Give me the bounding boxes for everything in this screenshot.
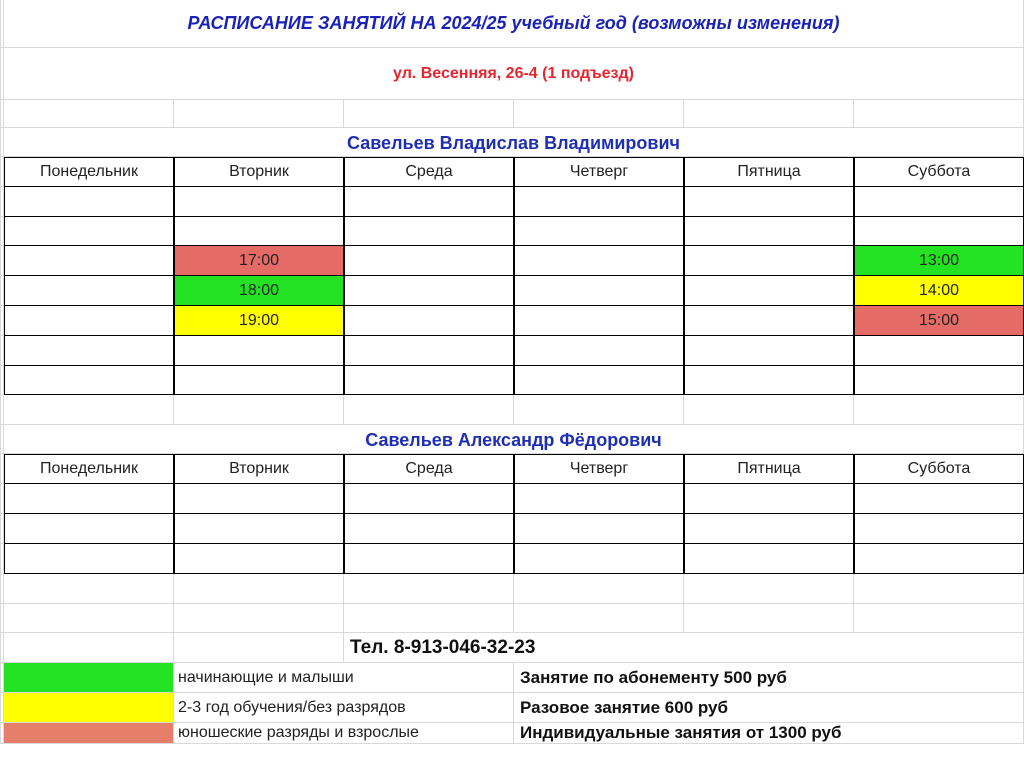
teacher2-header-tue: Вторник	[174, 454, 344, 484]
teacher2-header-wed: Среда	[344, 454, 514, 484]
teacher1-header-fri: Пятница	[684, 157, 854, 187]
empty-cell	[514, 604, 684, 633]
empty-cell	[684, 100, 854, 128]
teacher2-cell-mon	[4, 484, 174, 514]
teacher2-cell-thu	[514, 484, 684, 514]
teacher1-header-tue: Вторник	[174, 157, 344, 187]
empty-cell	[854, 574, 1024, 604]
empty-cell	[174, 633, 344, 663]
teacher2-cell-thu	[514, 514, 684, 544]
address-line: ул. Весенняя, 26-4 (1 подъезд)	[4, 48, 1024, 100]
teacher1-cell-tue	[174, 336, 344, 366]
teacher2-cell-wed	[344, 514, 514, 544]
teacher1-cell-mon	[4, 336, 174, 366]
teacher1-name: Савельев Владислав Владимирович	[4, 128, 1024, 157]
legend-swatch-yellow	[4, 693, 174, 723]
teacher1-slot-sat-1300: 13:00	[854, 246, 1024, 276]
teacher2-cell-tue	[174, 544, 344, 574]
teacher1-cell-tue	[174, 366, 344, 395]
teacher1-cell-fri	[684, 187, 854, 217]
empty-cell	[174, 100, 344, 128]
teacher2-header-thu: Четверг	[514, 454, 684, 484]
teacher1-cell-sat	[854, 217, 1024, 246]
phone-number: Тел. 8-913-046-32-23	[344, 633, 1024, 663]
teacher1-cell-wed	[344, 217, 514, 246]
teacher1-cell-fri	[684, 366, 854, 395]
teacher1-cell-mon	[4, 306, 174, 336]
empty-cell	[174, 604, 344, 633]
teacher1-header-mon: Понедельник	[4, 157, 174, 187]
teacher1-cell-wed	[344, 366, 514, 395]
empty-cell	[4, 604, 174, 633]
teacher2-cell-fri	[684, 544, 854, 574]
empty-cell	[174, 395, 344, 425]
teacher1-slot-sat-1400: 14:00	[854, 276, 1024, 306]
teacher1-cell-thu	[514, 276, 684, 306]
teacher1-cell-tue	[174, 187, 344, 217]
teacher1-cell-mon	[4, 217, 174, 246]
schedule-title: РАСПИСАНИЕ ЗАНЯТИЙ НА 2024/25 учебный год (возможны изменения)	[4, 0, 1024, 48]
teacher2-cell-tue	[174, 514, 344, 544]
empty-cell	[344, 395, 514, 425]
teacher1-header-thu: Четверг	[514, 157, 684, 187]
teacher2-cell-fri	[684, 514, 854, 544]
teacher1-cell-sat	[854, 187, 1024, 217]
empty-cell	[684, 604, 854, 633]
teacher1-slot-tue-1700: 17:00	[174, 246, 344, 276]
teacher1-cell-wed	[344, 306, 514, 336]
teacher1-cell-fri	[684, 306, 854, 336]
teacher2-cell-wed	[344, 544, 514, 574]
empty-cell	[854, 395, 1024, 425]
teacher1-cell-wed	[344, 336, 514, 366]
teacher1-cell-mon	[4, 276, 174, 306]
teacher1-slot-sat-1500: 15:00	[854, 306, 1024, 336]
price-subscription: Занятие по абонементу 500 руб	[514, 663, 1024, 693]
empty-cell	[854, 100, 1024, 128]
empty-cell	[4, 633, 174, 663]
legend-swatch-red	[4, 723, 174, 744]
empty-cell	[174, 574, 344, 604]
teacher2-cell-mon	[4, 544, 174, 574]
teacher1-slot-tue-1900: 19:00	[174, 306, 344, 336]
teacher2-cell-fri	[684, 484, 854, 514]
teacher2-cell-tue	[174, 484, 344, 514]
teacher1-cell-thu	[514, 246, 684, 276]
teacher2-cell-thu	[514, 544, 684, 574]
teacher1-cell-fri	[684, 217, 854, 246]
teacher2-header-sat: Суббота	[854, 454, 1024, 484]
teacher1-cell-thu	[514, 187, 684, 217]
teacher1-cell-wed	[344, 276, 514, 306]
empty-cell	[514, 574, 684, 604]
teacher1-header-wed: Среда	[344, 157, 514, 187]
teacher2-cell-sat	[854, 484, 1024, 514]
empty-cell	[344, 574, 514, 604]
teacher2-cell-wed	[344, 484, 514, 514]
teacher1-cell-thu	[514, 366, 684, 395]
legend-label-green: начинающие и малыши	[174, 663, 514, 693]
teacher2-cell-sat	[854, 514, 1024, 544]
teacher1-cell-thu	[514, 217, 684, 246]
teacher1-cell-thu	[514, 336, 684, 366]
teacher1-cell-sat	[854, 336, 1024, 366]
teacher1-header-sat: Суббота	[854, 157, 1024, 187]
empty-cell	[684, 574, 854, 604]
teacher1-cell-wed	[344, 246, 514, 276]
teacher1-cell-mon	[4, 246, 174, 276]
teacher1-cell-mon	[4, 187, 174, 217]
empty-cell	[344, 604, 514, 633]
teacher1-slot-tue-1800: 18:00	[174, 276, 344, 306]
empty-cell	[4, 395, 174, 425]
teacher1-cell-tue	[174, 217, 344, 246]
price-individual: Индивидуальные занятия от 1300 руб	[514, 723, 1024, 744]
empty-cell	[514, 395, 684, 425]
teacher1-cell-wed	[344, 187, 514, 217]
price-single: Разовое занятие 600 руб	[514, 693, 1024, 723]
teacher2-cell-sat	[854, 544, 1024, 574]
empty-cell	[684, 395, 854, 425]
legend-label-yellow: 2-3 год обучения/без разрядов	[174, 693, 514, 723]
empty-cell	[514, 100, 684, 128]
teacher2-name: Савельев Александр Фёдорович	[4, 425, 1024, 454]
legend-label-red: юношеские разряды и взрослые	[174, 723, 514, 744]
empty-cell	[4, 574, 174, 604]
empty-cell	[344, 100, 514, 128]
legend-swatch-green	[4, 663, 174, 693]
teacher1-cell-fri	[684, 246, 854, 276]
empty-cell	[854, 604, 1024, 633]
teacher1-cell-thu	[514, 306, 684, 336]
empty-cell	[4, 100, 174, 128]
teacher1-cell-fri	[684, 336, 854, 366]
teacher2-header-mon: Понедельник	[4, 454, 174, 484]
teacher1-cell-mon	[4, 366, 174, 395]
teacher2-header-fri: Пятница	[684, 454, 854, 484]
teacher2-cell-mon	[4, 514, 174, 544]
teacher1-cell-fri	[684, 276, 854, 306]
teacher1-cell-sat	[854, 366, 1024, 395]
